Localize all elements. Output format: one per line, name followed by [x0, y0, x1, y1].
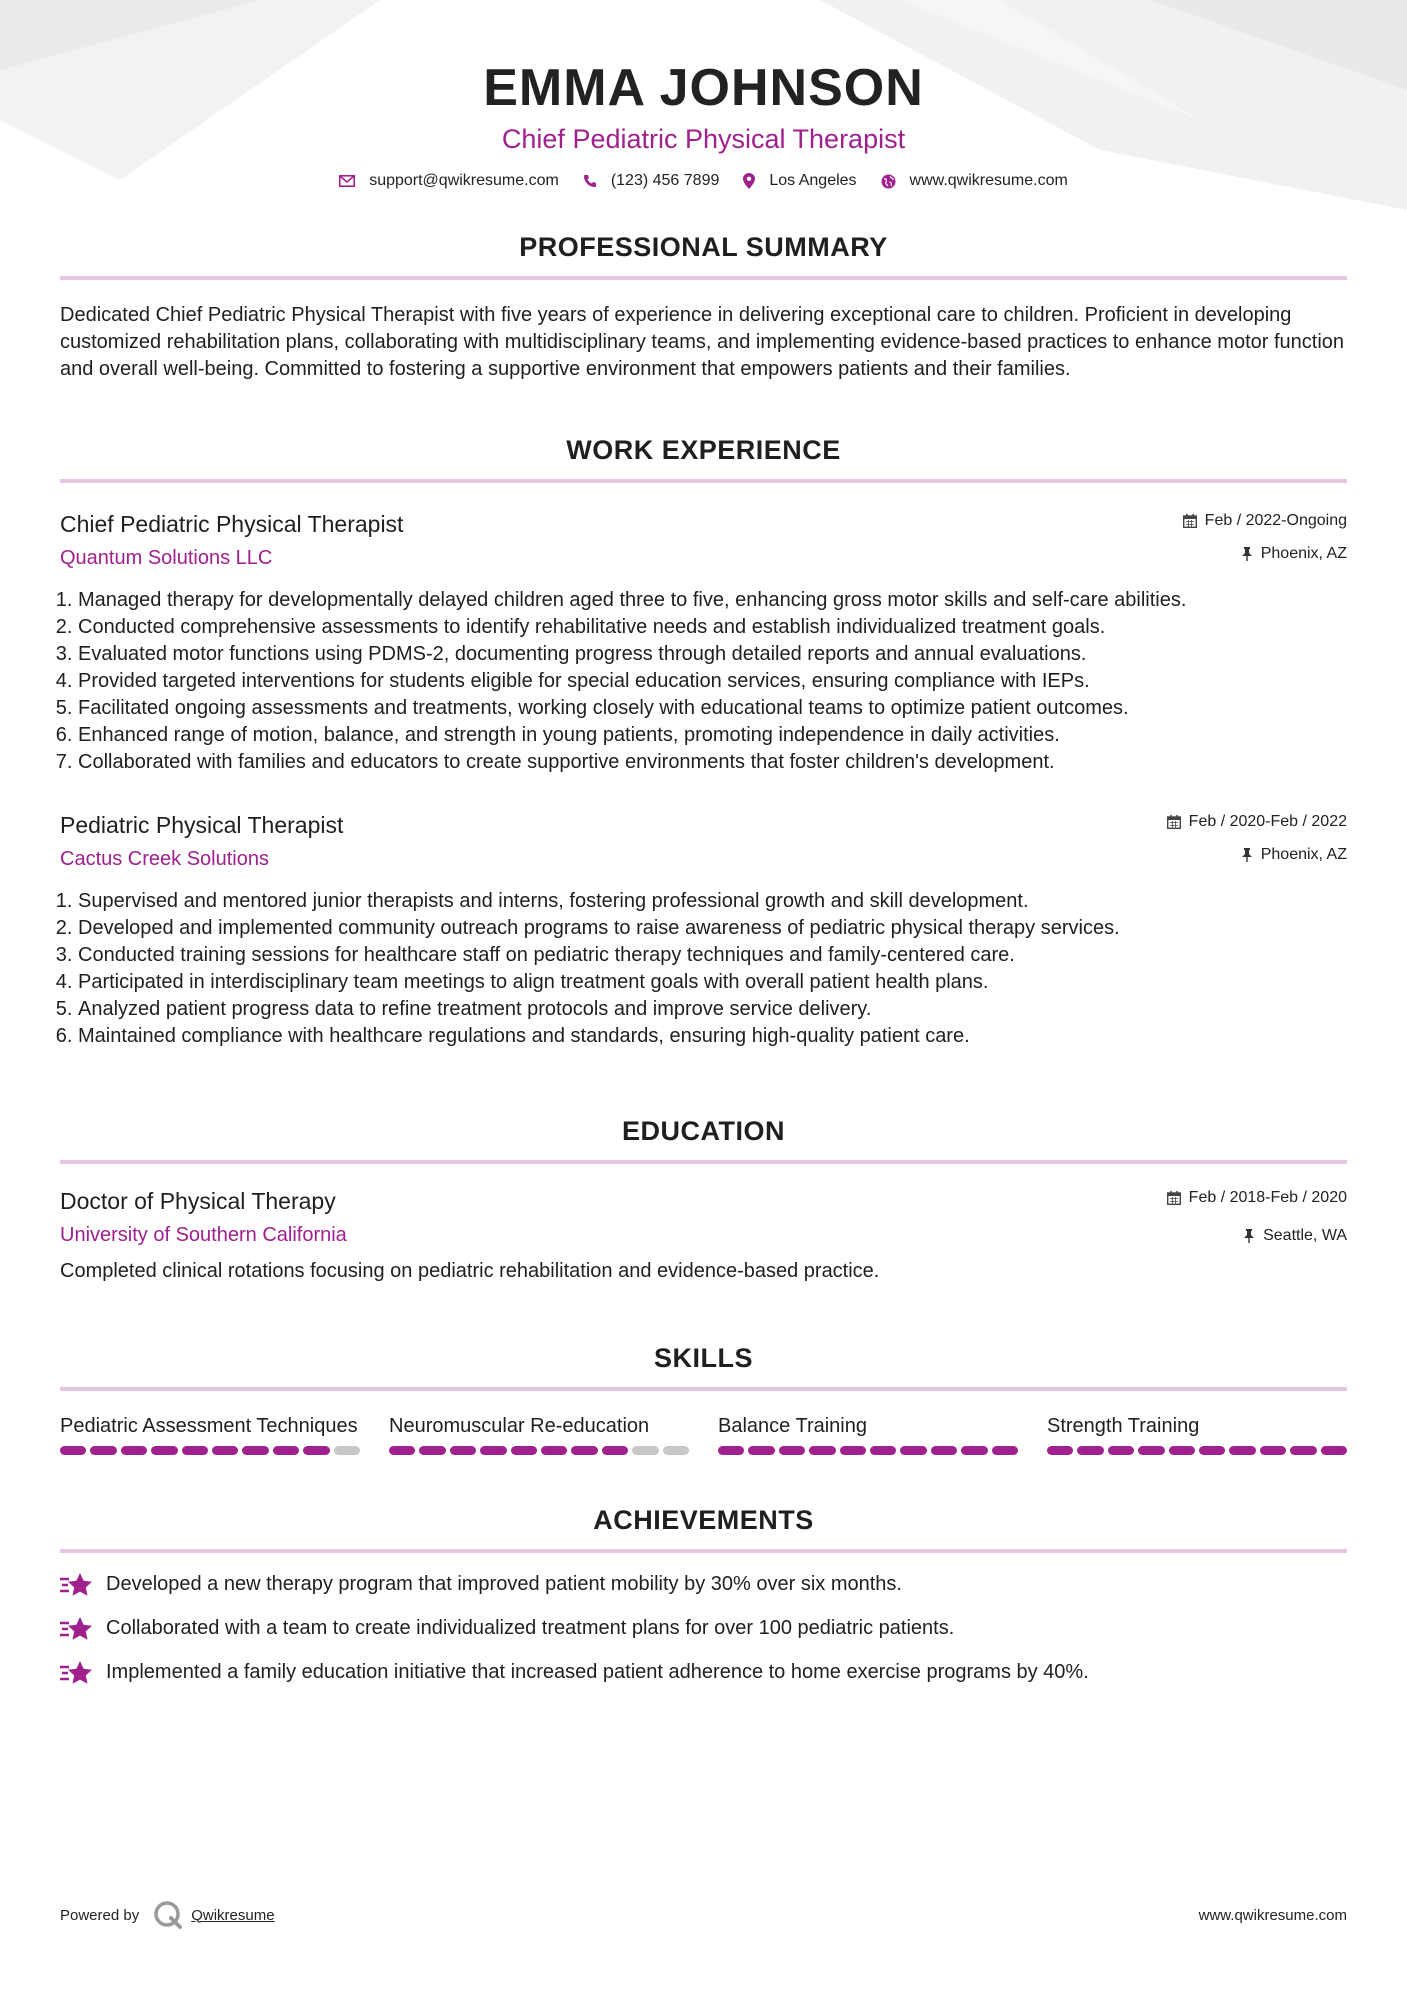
skill-name: Strength Training: [1047, 1415, 1200, 1437]
skill-level-segment: [571, 1446, 597, 1455]
summary-divider: [60, 276, 1347, 280]
job-location: Phoenix, AZ: [1260, 846, 1347, 863]
job-title: Chief Pediatric Physical Therapist: [60, 511, 404, 537]
skill-level-segment: [718, 1446, 744, 1455]
page-footer: [60, 1900, 1347, 1930]
skill-level-segment: [1169, 1446, 1195, 1455]
skill-level-segment: [303, 1446, 329, 1455]
job-title: Pediatric Physical Therapist: [60, 812, 344, 838]
skill-level-segment: [1047, 1446, 1073, 1455]
skill-level-segment: [1260, 1446, 1286, 1455]
skill-level-segment: [60, 1446, 86, 1455]
skill-level-segment: [632, 1446, 658, 1455]
pin-icon: [1241, 547, 1253, 561]
contact-bar: [60, 172, 1347, 190]
list-item: 6. Maintained compliance with healthcare regulations and standards, ensuring high-quality patient care.: [78, 1023, 1347, 1050]
location-icon: [743, 173, 755, 189]
education-heading: EDUCATION: [622, 1116, 785, 1146]
skill-level-segment: [1290, 1446, 1316, 1455]
phone-icon: [583, 174, 597, 188]
achievement-item: [60, 1571, 1347, 1598]
contact-website[interactable]: [881, 172, 1068, 190]
list-item: 1. Managed therapy for developmentally delayed children aged three to five, enhancing gross motor skills and self-care abilities.: [78, 587, 1347, 614]
list-item: 5. Facilitated ongoing assessments and treatments, working closely with educational teams to optimize patient outcomes.: [78, 695, 1347, 722]
qwikresume-logo-icon: [153, 1900, 183, 1930]
job-duties: [60, 587, 1347, 776]
skill-level-segment: [1077, 1446, 1103, 1455]
list-item: 1. Supervised and mentored junior therapists and interns, fostering professional growth and skill development.: [78, 888, 1347, 915]
skill-name: Balance Training: [718, 1415, 867, 1437]
skill-level-segment: [511, 1446, 537, 1455]
achievement-item: [60, 1659, 1347, 1686]
skill-level-segment: [151, 1446, 177, 1455]
list-item: 4. Provided targeted interventions for students eligible for special education services, ensuring compliance with IEPs.: [78, 668, 1347, 695]
skill-level-segment: [900, 1446, 926, 1455]
pin-icon: [1243, 1229, 1255, 1243]
list-item: 3. Evaluated motor functions using PDMS-2, documenting progress through detailed reports and annual evaluations.: [78, 641, 1347, 668]
education-entry: [60, 1186, 1347, 1285]
skill-level-segment: [840, 1446, 866, 1455]
skill-level-segment: [90, 1446, 116, 1455]
candidate-title: Chief Pediatric Physical Therapist: [501, 124, 906, 154]
skill-level-segment: [1108, 1446, 1134, 1455]
skill-level-segment: [419, 1446, 445, 1455]
achievements-heading: ACHIEVEMENTS: [593, 1505, 814, 1535]
contact-phone[interactable]: [583, 172, 720, 190]
summary-section: [60, 230, 1347, 383]
skill-level-segment: [541, 1446, 567, 1455]
job-dates: Feb / 2022-Ongoing: [1204, 512, 1347, 529]
list-item: 2. Developed and implemented community outreach programs to raise awareness of pediatric physical therapy services.: [78, 915, 1347, 942]
skill-level-segment: [273, 1446, 299, 1455]
skill-name: Neuromuscular Re-education: [389, 1415, 650, 1437]
contact-email-text: support@qwikresume.com: [369, 172, 559, 189]
skill-level-segment: [182, 1446, 208, 1455]
contact-location-text: Los Angeles: [769, 172, 857, 189]
contact-website-text: www.qwikresume.com: [909, 172, 1068, 189]
contact-location: [743, 172, 856, 190]
achievement-item: [60, 1615, 1347, 1642]
contact-email[interactable]: [339, 172, 559, 190]
calendar-icon: [1183, 514, 1197, 528]
candidate-name: EMMA JOHNSON: [483, 59, 924, 117]
achievements-section: [60, 1503, 1347, 1686]
skill-level-bar: [1047, 1446, 1347, 1455]
skill-level-bar: [718, 1446, 1018, 1455]
pin-icon: [1241, 848, 1253, 862]
list-item: 2. Conducted comprehensive assessments to identify rehabilitative needs and establish individualized treatment goals.: [78, 614, 1347, 641]
experience-heading: WORK EXPERIENCE: [566, 435, 841, 465]
skill-level-segment: [931, 1446, 957, 1455]
experience-divider: [60, 479, 1347, 483]
education-divider: [60, 1160, 1347, 1164]
degree-title: Doctor of Physical Therapy: [60, 1188, 336, 1214]
star-icon: [60, 1660, 94, 1686]
skill-item: [389, 1413, 689, 1455]
footer-website[interactable]: www.qwikresume.com: [1198, 1906, 1347, 1924]
skill-level-segment: [602, 1446, 628, 1455]
star-icon: [60, 1616, 94, 1642]
education-description: Completed clinical rotations focusing on pediatric rehabilitation and evidence-based practice.: [60, 1260, 880, 1282]
education-dates: Feb / 2018-Feb / 2020: [1188, 1189, 1347, 1206]
skill-level-segment: [779, 1446, 805, 1455]
skill-level-segment: [389, 1446, 415, 1455]
skill-level-segment: [334, 1446, 360, 1455]
skill-item: [718, 1413, 1018, 1455]
skill-item: [60, 1413, 360, 1455]
skill-level-segment: [1199, 1446, 1225, 1455]
job-company: Cactus Creek Solutions: [60, 848, 269, 870]
achievement-text: Developed a new therapy program that improved patient mobility by 30% over six months.: [106, 1573, 902, 1595]
achievements-divider: [60, 1549, 1347, 1553]
list-item: 5. Analyzed patient progress data to refine treatment protocols and improve service delivery.: [78, 996, 1347, 1023]
skill-level-segment: [870, 1446, 896, 1455]
globe-icon: [881, 174, 896, 189]
skill-level-segment: [480, 1446, 506, 1455]
school-name: University of Southern California: [60, 1224, 347, 1246]
skill-level-segment: [242, 1446, 268, 1455]
skill-name: Pediatric Assessment Techniques: [60, 1415, 358, 1437]
skill-level-segment: [961, 1446, 987, 1455]
list-item: 7. Collaborated with families and educators to create supportive environments that foster children's development.: [78, 749, 1347, 776]
calendar-icon: [1167, 1191, 1181, 1205]
skills-divider: [60, 1387, 1347, 1391]
education-section: [60, 1114, 1347, 1285]
job-entry: [60, 509, 1347, 776]
calendar-icon: [1167, 815, 1181, 829]
star-icon: [60, 1572, 94, 1598]
skill-level-segment: [748, 1446, 774, 1455]
summary-heading: PROFESSIONAL SUMMARY: [519, 232, 888, 262]
list-item: 3. Conducted training sessions for healthcare staff on pediatric therapy techniques and family-centered care.: [78, 942, 1347, 969]
skill-level-segment: [1229, 1446, 1255, 1455]
skill-level-segment: [1321, 1446, 1347, 1455]
job-entry: [60, 810, 1347, 1050]
skill-level-segment: [992, 1446, 1018, 1455]
list-item: 6. Enhanced range of motion, balance, and strength in young patients, promoting independence in daily activities.: [78, 722, 1347, 749]
skill-level-segment: [212, 1446, 238, 1455]
job-duties: [60, 888, 1347, 1050]
skill-level-segment: [809, 1446, 835, 1455]
email-icon: [339, 175, 355, 187]
list-item: 4. Participated in interdisciplinary team meetings to align treatment goals with overall patient health plans.: [78, 969, 1347, 996]
job-location: Phoenix, AZ: [1260, 545, 1347, 562]
skills-section: [60, 1341, 1347, 1455]
job-dates: Feb / 2020-Feb / 2022: [1188, 813, 1347, 830]
experience-section: [60, 433, 1347, 1050]
skill-item: [1047, 1413, 1347, 1455]
skill-level-bar: [60, 1446, 360, 1455]
job-company: Quantum Solutions LLC: [60, 547, 273, 569]
skill-level-segment: [663, 1446, 689, 1455]
powered-by-label: Powered by: [60, 1906, 140, 1924]
contact-phone-text: (123) 456 7899: [610, 172, 720, 189]
achievement-text: Implemented a family education initiative that increased patient adherence to home exercise programs by 40%.: [106, 1661, 1089, 1683]
skill-level-segment: [121, 1446, 147, 1455]
skill-level-segment: [1138, 1446, 1164, 1455]
skill-level-bar: [389, 1446, 689, 1455]
skills-heading: SKILLS: [653, 1343, 753, 1373]
achievement-text: Collaborated with a team to create individualized treatment plans for over 100 pediatric patients.: [106, 1617, 955, 1639]
summary-text: Dedicated Chief Pediatric Physical Therapist with five years of experience in delivering exceptional care to children. Proficient in developing customized rehabilitation plans, collaborating with multidisciplinary teams, and implementing evidence-based practices to enhance motor function and overall well-being. Committed to fostering a supportive environment that empowers patients and their families.: [60, 304, 1345, 380]
education-location: Seattle, WA: [1263, 1227, 1347, 1244]
brand-link[interactable]: Qwikresume: [191, 1906, 275, 1924]
skill-level-segment: [450, 1446, 476, 1455]
